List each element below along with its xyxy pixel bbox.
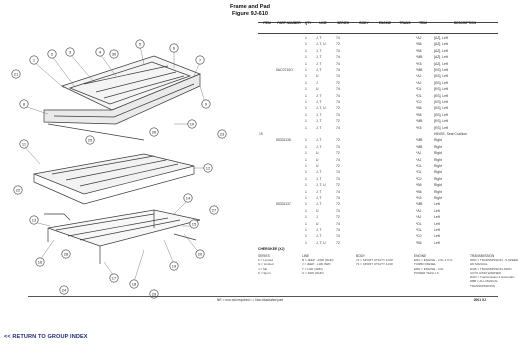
seat-back-rod	[48, 124, 144, 143]
cell-part: 55331137	[276, 202, 291, 207]
cell-desc: [KS], Left	[434, 87, 448, 92]
cell-series: 74	[336, 48, 340, 53]
cell-line: J, T	[316, 196, 322, 200]
return-to-group-index-link[interactable]: << RETURN TO GROUP INDEX	[4, 334, 88, 340]
cell-qty: 1	[305, 61, 307, 66]
cell-trim: *DL	[416, 87, 422, 92]
footer-rule	[28, 296, 498, 297]
cell-trim: *AJ	[416, 74, 422, 79]
cell-line: J, T	[316, 138, 322, 143]
cell-qty: 1	[305, 125, 307, 130]
cell-desc: [KS], Left	[434, 125, 448, 130]
cell-series: 72	[336, 183, 340, 188]
cell-trim: *AJ	[416, 36, 422, 40]
cell-desc: [KS], Left	[434, 74, 448, 79]
cell-desc: [KS], Left	[434, 68, 448, 72]
cell-qty: 1	[305, 240, 307, 245]
cell-trim: *DL	[416, 93, 422, 98]
callout-13	[30, 216, 38, 224]
callout-12	[204, 164, 212, 172]
cell-trim: *MB	[416, 55, 423, 60]
callout-15	[190, 220, 198, 228]
legend-entry: AUTO AISIN WARNER	[470, 270, 501, 275]
cell-line: J, T	[316, 228, 322, 232]
cell-series: 74	[336, 228, 340, 232]
cell-line: J, T, U	[316, 183, 326, 188]
callout-label: 15	[191, 221, 197, 227]
cell-qty: 1	[305, 189, 307, 194]
col-engine-header: ENGINE	[378, 21, 392, 25]
cell-series: 72	[336, 151, 340, 156]
cell-line: J, T, U	[316, 240, 326, 245]
legend-entry: G = Limited	[258, 262, 274, 267]
cell-line: U	[316, 157, 319, 162]
cell-qty: 1	[305, 93, 307, 98]
seat-frame	[48, 210, 200, 246]
callout-label: 8	[22, 101, 26, 107]
legend-entry: 74 = SPORT UTILITY 4-DR	[356, 262, 393, 267]
cell-qty: 1	[305, 151, 307, 156]
cell-line: U	[316, 221, 319, 226]
cell-desc: HINGE, Seat Cushion	[434, 132, 467, 136]
cell-trim: *MB	[416, 202, 423, 207]
cell-trim: *AJ	[416, 80, 422, 85]
cell-line: U	[316, 87, 319, 92]
cell-desc: [KS], Left	[434, 119, 448, 124]
legend-column	[302, 254, 334, 275]
callout-22	[14, 186, 22, 194]
callout-label: 11	[21, 141, 27, 147]
cell-series: 72	[336, 202, 340, 207]
cell-desc: Right	[434, 144, 442, 149]
callout-8	[20, 100, 28, 108]
legend-entry: HD MANUAL	[470, 262, 488, 267]
cell-trim: *B6	[416, 48, 422, 53]
callout-label: 12	[205, 165, 211, 171]
cell-trim: *DL	[416, 228, 422, 232]
cell-series: 74	[336, 189, 340, 194]
legend-entry: F = Limited	[258, 258, 273, 262]
legend-column	[470, 254, 518, 288]
callout-label: 4	[98, 49, 102, 55]
cell-trim: *DJ	[416, 234, 422, 239]
cell-series: 74	[336, 100, 340, 104]
cell-qty: 1	[305, 183, 307, 188]
cell-series: 74	[336, 61, 340, 66]
callout-26	[150, 128, 158, 136]
callout-14	[184, 194, 192, 202]
cell-series: 72	[336, 240, 340, 245]
cell-series: 74	[336, 93, 340, 98]
callout-label: 19	[171, 263, 177, 269]
cell-qty: 1	[305, 55, 307, 60]
cell-trim: *MB	[416, 138, 423, 143]
cell-series: 72	[336, 119, 340, 124]
cell-desc: Right	[434, 164, 442, 168]
callout-11	[20, 140, 28, 148]
callout-30	[110, 50, 118, 58]
hinge-left	[44, 214, 70, 220]
cell-desc: Left	[434, 240, 440, 245]
cell-line: J, T	[316, 125, 322, 130]
table-row	[258, 239, 498, 247]
cell-desc: [KS], Left	[434, 100, 448, 104]
cell-trim: *K5	[416, 125, 422, 130]
callout-label: 25	[87, 137, 93, 143]
cell-line: J, T	[316, 176, 322, 181]
callout-24	[60, 286, 68, 294]
cell-desc: Left	[434, 202, 440, 207]
cell-qty: 1	[305, 170, 307, 175]
cell-qty: 1	[305, 138, 307, 143]
callout-label: 17	[111, 275, 117, 281]
cell-desc: Right	[434, 151, 442, 156]
cell-series: 74	[336, 176, 340, 181]
cell-qty: 1	[305, 74, 307, 79]
callout-label: 27	[211, 207, 217, 213]
cell-trim: *MB	[416, 68, 423, 72]
callout-label: 30	[111, 51, 117, 57]
cell-trim: *AJ	[416, 157, 422, 162]
cell-part: 55331136	[276, 138, 291, 143]
cell-trim: *MB	[416, 119, 423, 124]
cell-desc: [KS], Left	[434, 93, 448, 98]
cell-line: J, T	[316, 202, 322, 207]
cell-trim: *B6	[416, 106, 422, 111]
legend-entry: 72 = SPORT UTILITY 2-DR	[356, 258, 393, 262]
cell-qty: 1	[305, 228, 307, 232]
col-item-header: ITEM	[263, 21, 271, 25]
hinge-right	[174, 234, 196, 240]
cell-desc: Right	[434, 196, 442, 200]
legend-entry: DDD = TRANSMISSION - 5-SPEED	[470, 258, 518, 262]
cell-series: 74	[336, 36, 340, 40]
cell-series: 74	[336, 221, 340, 226]
cell-qty: 1	[305, 119, 307, 124]
callout-4	[96, 48, 104, 56]
cell-item: 19	[259, 132, 263, 136]
cell-desc: Right	[434, 138, 442, 143]
cell-qty: 1	[305, 208, 307, 213]
callout-18	[130, 280, 138, 288]
cell-qty: 1	[305, 100, 307, 104]
cushion-pad	[34, 154, 194, 194]
callout-label: 23	[219, 131, 225, 137]
parts-table	[258, 22, 498, 246]
cell-trim: *K5	[416, 196, 422, 200]
cell-trim: *MB	[416, 144, 423, 149]
callout-label: 21	[13, 71, 19, 77]
cell-qty: 1	[305, 80, 307, 85]
callout-label: 7	[198, 57, 202, 63]
cell-desc: [AZ], Left	[434, 36, 448, 40]
cell-line: J, T, U	[316, 106, 326, 111]
legend-entry: J = SE	[258, 266, 267, 271]
page-title: Frame and Pad	[229, 4, 271, 10]
legend-title: CHEROKEE (XJ)	[258, 247, 285, 251]
cell-qty: 1	[305, 36, 307, 40]
callout-label: 26	[151, 129, 157, 135]
footnote: NR = non-std required • = Non-illustrated part	[216, 298, 284, 302]
legend-entry: DGB = TRANSMISSION-4SPD	[470, 266, 512, 271]
cell-trim: *DL	[416, 221, 422, 226]
cell-desc: [KS], Left	[434, 112, 448, 117]
cell-trim: *DJ	[416, 100, 422, 104]
col-series-header: SERIES	[337, 21, 349, 25]
callout-label: 20	[197, 251, 203, 257]
cell-part: 5AC0710O	[276, 68, 293, 72]
cell-series: 74	[336, 68, 340, 72]
legend-entry: U = 4WD (RHD)	[302, 270, 324, 275]
legend-entry: ERH = ENGINE - 4.0L	[414, 266, 444, 271]
cell-line: U	[316, 208, 319, 213]
callout-label: 2	[50, 51, 54, 57]
cell-line: J, T	[316, 68, 322, 72]
cell-trim: *AJ	[416, 208, 422, 213]
legend-entry: POWER TECH I-6	[414, 270, 439, 275]
col-trim-header: TRIM	[419, 21, 427, 25]
cell-series: 74	[336, 125, 340, 130]
callout-label: 9	[204, 101, 208, 107]
cell-series: 74	[336, 144, 340, 149]
cell-line: J, T	[316, 61, 322, 66]
cell-qty: 1	[305, 234, 307, 239]
cell-desc: [KS], Left	[434, 106, 448, 111]
cell-series: 72	[336, 42, 340, 47]
callout-28	[62, 250, 70, 258]
callout-label: 1	[32, 57, 36, 63]
callout-label: 22	[15, 187, 21, 193]
callout-label: 10	[189, 121, 195, 127]
cell-qty: 1	[305, 87, 307, 92]
callout-label: 29	[151, 291, 157, 297]
cell-desc: Right	[434, 189, 442, 194]
col-line-header: LINE	[319, 21, 327, 25]
cell-qty: 1	[305, 144, 307, 149]
legend-entry: ENC = ENGINE - 2.5L 4 CYL	[414, 258, 453, 262]
cell-series: 74	[336, 208, 340, 213]
cell-desc: Left	[434, 221, 440, 226]
cell-qty: 1	[305, 157, 307, 162]
callout-label: 16	[37, 259, 43, 265]
cell-qty: 1	[305, 106, 307, 111]
callout-label: 18	[131, 281, 137, 287]
callout-23	[218, 130, 226, 138]
cell-line: U	[316, 151, 319, 156]
legend-entry: T = LHD (4WD)	[302, 266, 323, 271]
callout-25	[86, 136, 94, 144]
cell-trim: *B6	[416, 42, 422, 47]
callout-6	[170, 44, 178, 52]
callout-label: 28	[63, 251, 69, 257]
cell-line: J, T	[316, 234, 322, 239]
cell-trim: *B6	[416, 183, 422, 188]
cell-qty: 1	[305, 112, 307, 117]
legend-entry: TURBO DIESEL	[414, 262, 437, 267]
col-trans-header: TRANS	[399, 21, 411, 25]
cell-trim: *K5	[416, 61, 422, 66]
cell-desc: [AZ], Left	[434, 61, 448, 66]
cell-series: 72	[336, 80, 340, 85]
cell-qty: 1	[305, 221, 307, 226]
cell-series: 72	[336, 138, 340, 143]
cell-line: J, T	[316, 48, 322, 53]
cell-line: J, T	[316, 112, 322, 117]
callout-9	[202, 100, 210, 108]
cell-trim: *B6	[416, 240, 422, 245]
cell-desc: Left	[434, 208, 440, 213]
legend-entry: K = Sport	[258, 270, 271, 275]
cell-series: 74	[336, 55, 340, 60]
callout-16	[36, 258, 44, 266]
cell-trim: *B6	[416, 112, 422, 117]
cell-trim: *DL	[416, 164, 422, 168]
callout-label: 6	[172, 45, 176, 51]
cell-series: 72	[336, 164, 340, 168]
callout-20	[196, 250, 204, 258]
legend-entry: DBB = ALL MANUAL	[470, 279, 498, 284]
callout-label: 14	[185, 195, 191, 201]
callout-label: 13	[31, 217, 37, 223]
cell-trim: *DJ	[416, 176, 422, 181]
figure-number: Figure 9J-610	[231, 11, 269, 17]
cell-qty: 1	[305, 48, 307, 53]
legend-entry: J = JEEP - LHD 4WD	[302, 262, 331, 267]
cell-qty: 1	[305, 68, 307, 72]
cell-desc: [AZ], Left	[434, 48, 448, 53]
cell-series: 74	[336, 196, 340, 200]
callout-label: 3	[68, 49, 72, 55]
callout-19	[170, 262, 178, 270]
cell-line: J, T	[316, 189, 322, 194]
callout-17	[110, 274, 118, 282]
model-legend	[258, 247, 518, 295]
cell-series: 74	[336, 157, 340, 162]
callout-2	[48, 50, 56, 58]
cell-line: U	[316, 74, 319, 79]
cell-series: 72	[336, 106, 340, 111]
cell-line: J, T	[316, 119, 322, 124]
legend-entry: DGD = Transmission-4 Automatic	[470, 275, 515, 280]
cell-desc: Right	[434, 157, 442, 162]
cell-trim: *AJ	[416, 151, 422, 156]
cell-qty: 1	[305, 176, 307, 181]
cell-series: 72	[336, 215, 340, 220]
callout-27	[210, 206, 218, 214]
cell-series: 74	[336, 234, 340, 239]
col-body-header: BODY	[359, 21, 369, 25]
cell-series: 74	[336, 170, 340, 175]
col-desc-header: DESCRIPTION	[454, 21, 476, 25]
legend-column-header: TRANSMISSION	[470, 254, 495, 258]
legend-column-header: ENGINE	[414, 254, 427, 258]
cell-line: U	[316, 164, 319, 168]
cell-line: J	[316, 215, 318, 220]
callout-3	[66, 48, 74, 56]
callout-5	[136, 40, 144, 48]
cell-line: J, T	[316, 55, 322, 60]
cell-series: 74	[336, 112, 340, 117]
legend-column	[258, 254, 273, 275]
cell-desc: [AZ], Left	[434, 42, 448, 47]
cell-desc: Right	[434, 170, 442, 175]
cell-trim: *AJ	[416, 215, 422, 220]
col-qty-header: QTY	[304, 21, 312, 25]
cell-line: J	[316, 80, 318, 85]
legend-column-header: LINE	[302, 254, 310, 258]
cell-qty: 1	[305, 164, 307, 168]
cell-series: 74	[336, 87, 340, 92]
cell-qty: 1	[305, 196, 307, 200]
cell-qty: 1	[305, 215, 307, 220]
legend-column	[356, 254, 393, 267]
cell-line: J, T	[316, 100, 322, 104]
legend-column-header: SERIES	[258, 254, 270, 258]
cell-desc: Right	[434, 183, 442, 188]
cell-desc: [AZ], Left	[434, 55, 448, 60]
legend-entry: B = JEEP - 2WD (RHD)	[302, 258, 334, 262]
exploded-seat-diagram	[4, 14, 234, 297]
callout-7	[196, 56, 204, 64]
cell-desc: Left	[434, 234, 440, 239]
cell-desc: Right	[434, 176, 442, 181]
cell-series: 74	[336, 74, 340, 79]
cell-line: J, T	[316, 93, 322, 98]
callout-label: 5	[138, 41, 142, 47]
col-part-header: PART NUMBER	[277, 21, 301, 25]
cell-line: J, T	[316, 170, 322, 175]
cell-desc: [KS], Left	[434, 80, 448, 85]
cell-qty: 1	[305, 42, 307, 47]
legend-column	[414, 254, 453, 275]
cell-trim: *DL	[416, 170, 422, 175]
callout-1	[30, 56, 38, 64]
cell-qty: 1	[305, 202, 307, 207]
cell-desc: Left	[434, 228, 440, 232]
cell-line: J, T	[316, 36, 322, 40]
cell-desc: Left	[434, 215, 440, 220]
callout-10	[188, 120, 196, 128]
model-year-code: 2001 XJ	[473, 298, 486, 302]
callout-label: 24	[61, 287, 67, 293]
legend-column-header: BODY	[356, 254, 366, 258]
cell-trim: *B6	[416, 189, 422, 194]
cell-line: J, T	[316, 144, 322, 149]
cell-line: J, T, U	[316, 42, 326, 47]
legend-entry: TRANSMISSIONS	[470, 283, 495, 288]
callout-21	[12, 70, 20, 78]
